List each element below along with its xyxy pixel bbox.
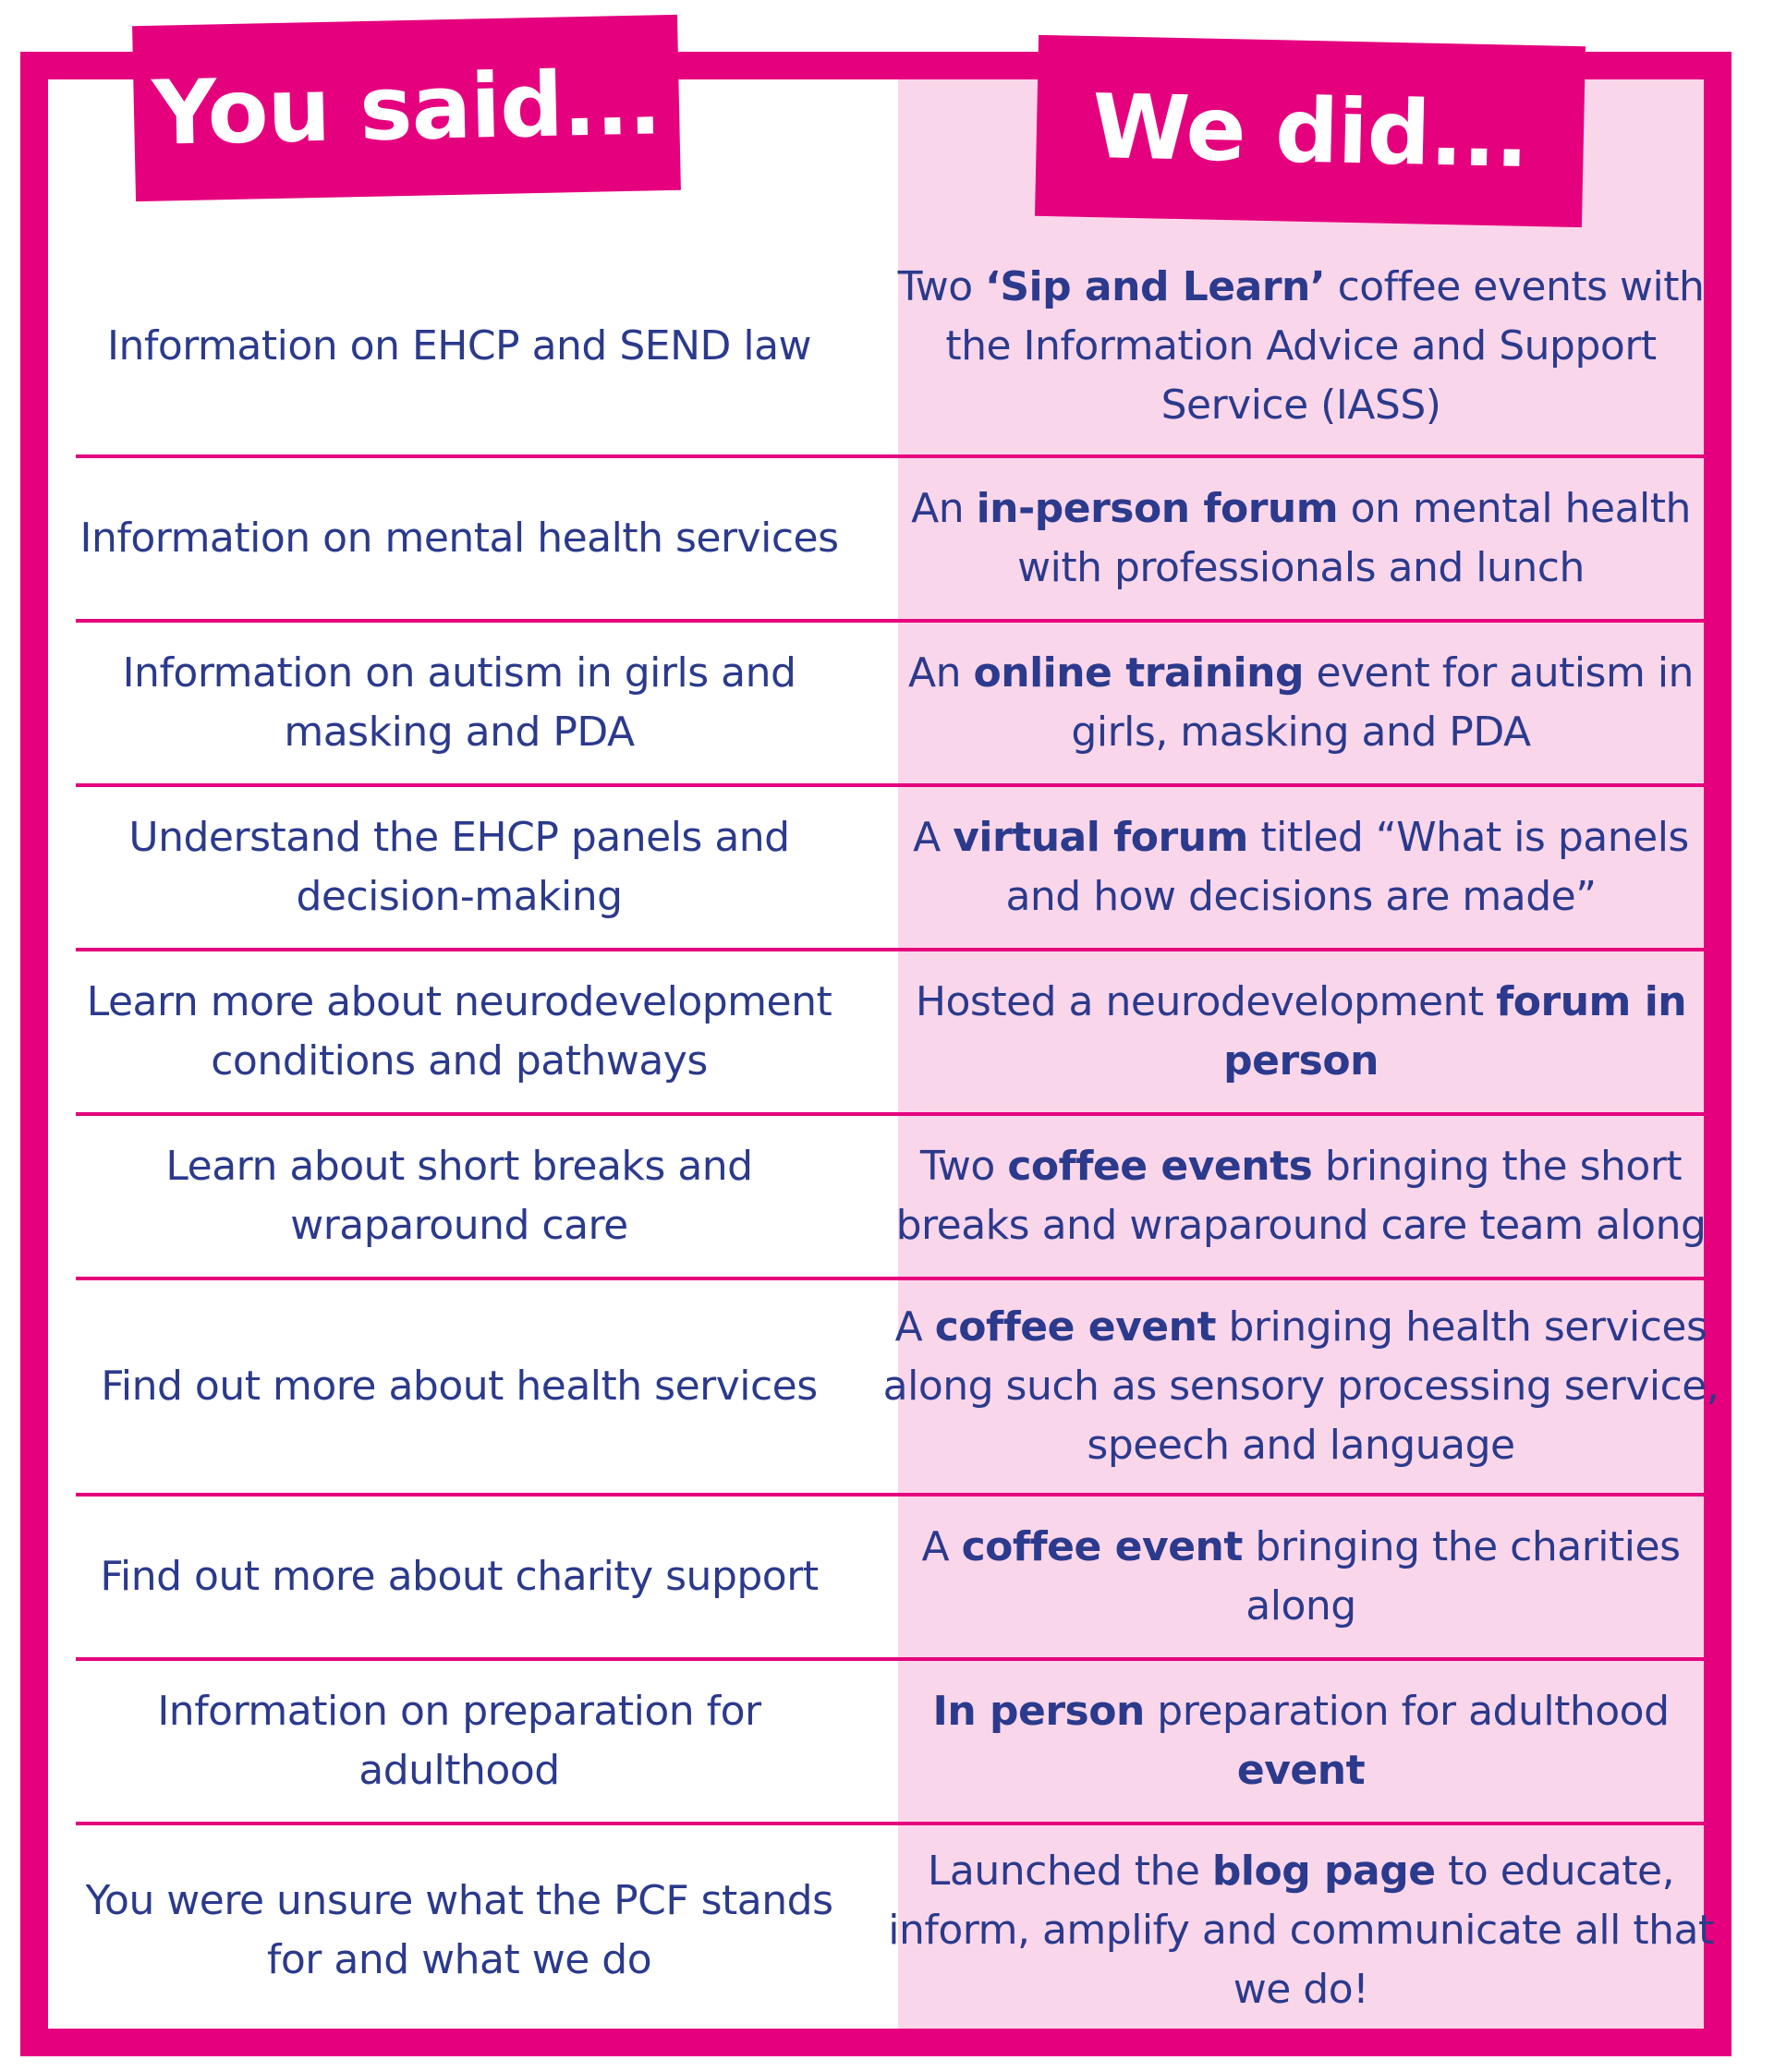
we-did-cell	[870, 1495, 1731, 1659]
we-did-segment: Launched the	[927, 1848, 1212, 1895]
we-did-highlight: coffee events	[1007, 1143, 1313, 1190]
table-row	[48, 1495, 1731, 1659]
we-did-header: We did...	[1035, 35, 1586, 227]
we-did-segment: An	[911, 485, 977, 532]
we-did-cell	[870, 236, 1731, 456]
we-did-highlight: coffee event	[934, 1303, 1217, 1351]
we-did-segment: Two	[919, 1143, 1008, 1190]
table-row	[48, 785, 1731, 950]
we-did-segment: bringing health services along such as sensory processing service, speech and language	[882, 1303, 1719, 1469]
we-did-cell	[870, 950, 1731, 1114]
we-did-text	[881, 808, 1720, 927]
we-did-segment: titled “What is panels and how decisions are made”	[1005, 814, 1689, 920]
we-did-highlight: coffee event	[961, 1523, 1243, 1570]
we-did-text	[881, 1682, 1720, 1800]
we-did-text	[881, 644, 1720, 762]
we-did-text	[881, 1518, 1720, 1636]
table-row	[48, 1278, 1731, 1495]
we-did-highlight: In person	[932, 1688, 1145, 1735]
we-did-highlight: ‘Sip and Learn’	[985, 263, 1326, 310]
we-did-segment: on mental health with professionals and lunch	[1017, 485, 1691, 591]
we-did-segment: A	[894, 1303, 935, 1351]
we-did-segment: preparation for adulthood	[1144, 1688, 1670, 1735]
we-did-text	[881, 479, 1720, 598]
you-said-cell: Find out more about charity support	[100, 1553, 819, 1600]
you-said-cell: Information on autism in girls and masking and PDA	[122, 649, 796, 756]
we-did-cell	[870, 1659, 1731, 1824]
you-said-cell: Information on mental health services	[79, 515, 839, 562]
table-row	[48, 621, 1731, 785]
we-did-segment: bringing the charities along	[1242, 1523, 1681, 1630]
we-did-text	[881, 258, 1720, 435]
we-did-segment: A	[913, 814, 954, 861]
we-did-text	[881, 973, 1720, 1091]
we-did-segment: bringing the short breaks and wraparound care team along	[895, 1143, 1707, 1249]
we-did-segment: Two	[897, 263, 986, 310]
we-did-segment: An	[908, 649, 974, 697]
we-did-cell	[870, 1824, 1731, 2038]
we-did-highlight: online training	[973, 649, 1304, 697]
table-row	[48, 236, 1731, 456]
we-did-segment: A	[921, 1523, 962, 1570]
we-did-text	[881, 1137, 1720, 1255]
we-did-highlight: virtual forum	[953, 814, 1248, 861]
we-did-segment: coffee events with the Information Advice and Support Service (IASS)	[945, 263, 1705, 429]
you-said-cell: Information on EHCP and SEND law	[106, 322, 812, 370]
you-said-header: You said...	[132, 15, 681, 201]
we-did-text	[881, 1842, 1720, 2019]
we-did-highlight: blog page	[1211, 1848, 1436, 1895]
we-did-cell	[870, 456, 1731, 621]
you-said-cell: Find out more about health services	[101, 1363, 818, 1410]
you-said-cell: Information on preparation for adulthood	[157, 1688, 761, 1794]
we-did-text	[881, 1298, 1720, 1475]
we-did-highlight: forum in person	[1223, 978, 1687, 1084]
we-did-cell	[870, 621, 1731, 785]
we-did-cell	[870, 1114, 1731, 1278]
you-said-cell: Learn more about neurodevelopment conditions and pathways	[86, 978, 832, 1084]
table-row	[48, 1824, 1731, 2038]
we-did-highlight: event	[1236, 1747, 1366, 1794]
you-said-cell: Learn about short breaks and wraparound care	[165, 1143, 753, 1249]
we-did-segment: event for autism in girls, masking and PDA	[1071, 649, 1694, 756]
we-did-segment: Hosted a neurodevelopment	[915, 978, 1497, 1025]
rows-container	[48, 236, 1731, 2038]
table-row	[48, 950, 1731, 1114]
table-row	[48, 1114, 1731, 1278]
we-did-highlight: in-person forum	[976, 485, 1339, 532]
table-row	[48, 1659, 1731, 1824]
we-did-segment: to educate, inform, amplify and communicate all that we do!	[888, 1848, 1714, 2013]
you-said-cell: Understand the EHCP panels and decision-making	[128, 814, 790, 920]
table-row	[48, 456, 1731, 621]
we-did-cell	[870, 785, 1731, 950]
we-did-cell	[870, 1278, 1731, 1495]
you-said-cell: You were unsure what the PCF stands for and what we do	[85, 1877, 833, 1983]
